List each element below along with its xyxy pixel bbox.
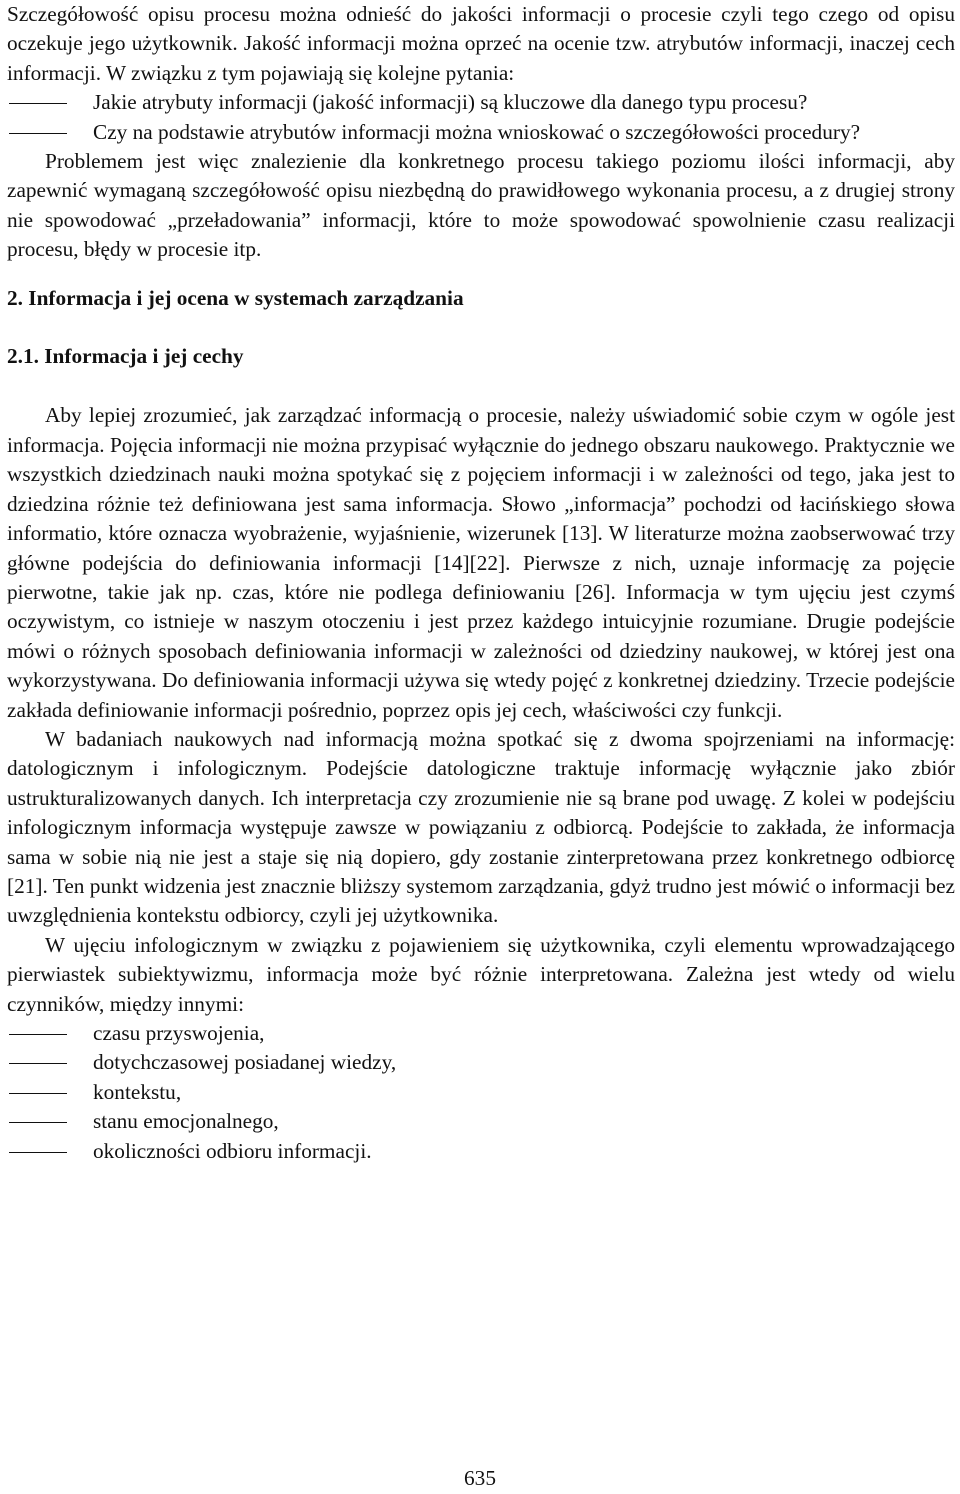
body-paragraph-3: W ujęciu infologicznym w związku z pojawieniem się użytkownika, czyli elementu wprowadzającego pierwiastek subiektywizmu, informacja może być różnie interpretowana. Zależna jest wtedy od wielu czynników, między innymi:: [7, 932, 955, 1016]
problem-paragraph: Problemem jest więc znalezienie dla konkretnego procesu takiego poziomu ilości informacji, aby zapewnić wymaganą szczegółowość opisu niezbędną do prawidłowego wykonania procesu, a z drugiej strony nie spowodować „przeładowania” informacji, które to może spowodować spowolnienie czasu realizacji procesu, błędy w procesie itp.: [7, 149, 955, 262]
factor-item: [7, 1137, 955, 1166]
section-heading: 2. Informacja i jej ocena w systemach zarządzania: [7, 285, 464, 310]
factor-item: [7, 1107, 955, 1136]
body-paragraph-2: W badaniach naukowych nad informacją można spotkać się z dwoma spojrzeniami na informację: datologicznym i infologicznym. Podejście datologiczne traktuje informację wyłącznie jako zbiór ustrukturalizowanych danych. Ich interpretacja czy zrozumienie nie są brane pod uwagę. Z kolei w podejściu infologicznym informacja występuje zawsze w powiązaniu z odbiorcą. Podejście to zakłada, że informacja sama w sobie nią nie jest a staje się nią dopiero, gdy zostanie zinterpretowana przez konkretnego odbiorcę [21]. Ten punkt widzenia jest znacznie bliższy systemom zarządzania, gdyż trudno jest mówić o informacji bez uwzględnienia kontekstu odbiorcy, czyli jej użytkownika.: [7, 726, 955, 928]
question-item: [7, 88, 955, 117]
document-page: [7, 0, 955, 1166]
factor-text: czasu przyswojenia,: [93, 1021, 265, 1045]
questions-list: [7, 88, 955, 147]
factor-item: [7, 1048, 955, 1077]
factors-list: [7, 1019, 955, 1166]
factor-item: [7, 1019, 955, 1048]
question-item: [7, 118, 955, 147]
factor-item: [7, 1078, 955, 1107]
subsection-heading: 2.1. Informacja i jej cechy: [7, 344, 244, 369]
question-text: Czy na podstawie atrybutów informacji można wnioskować o szczegółowości procedury?: [93, 119, 861, 144]
question-text: Jakie atrybuty informacji (jakość informacji) są kluczowe dla danego typu procesu?: [93, 90, 808, 115]
intro-paragraph: Szczegółowość opisu procesu można odnieść do jakości informacji o procesie czyli tego czego od opisu oczekuje jego użytkownik. Jakość informacji można oprzeć na ocenie tzw. atrybutów informacji, inaczej cech informacji. W związku z tym pojawiają się kolejne pytania:: [7, 2, 955, 85]
factor-text: okoliczności odbioru informacji.: [93, 1138, 372, 1163]
factor-text: dotychczasowej posiadanej wiedzy,: [93, 1050, 397, 1075]
page-number: 635: [464, 1466, 496, 1490]
factor-text: stanu emocjonalnego,: [93, 1109, 279, 1134]
factor-text: kontekstu,: [93, 1079, 182, 1104]
body-paragraph-1: Aby lepiej zrozumieć, jak zarządzać informacją o procesie, należy uświadomić sobie czym w ogóle jest informacja. Pojęcia informacji nie można przypisać wyłącznie do jednego obszaru naukowego. Praktycznie we wszystkich dziedzinach nauki można spotykać się z pojęciem informacji i w zależności od tego, jaka jest to dziedzina różnie też definiowana jest sama informacja. Słowo „informacja” pochodzi od łacińskiego słowa informatio, które oznacza wyobrażenie, wyjaśnienie, wizerunek [13]. W literaturze można zaobserwować trzy główne podejścia do definiowania informacji [14][22]. Pierwsze z nich, uznaje informację za pojęcie pierwotne, takie jak np. czas, które nie podlega definiowaniu [26]. Informacja w tym ujęciu jest czymś oczywistym, co istnieje w naszym otoczeniu i jest przez każdego intuicyjnie rozumiane. Drugie podejście mówi o różnych sposobach definiowania informacji w zależności od dziedziny naukowej, w której jest ona wykorzystywana. Do definiowania informacji używa się wtedy pojęć z konkretnej dziedziny. Trzecie podejście zakłada definiowanie informacji pośrednio, poprzez opis jej cech, właściwości czy funkcji.: [7, 403, 955, 722]
